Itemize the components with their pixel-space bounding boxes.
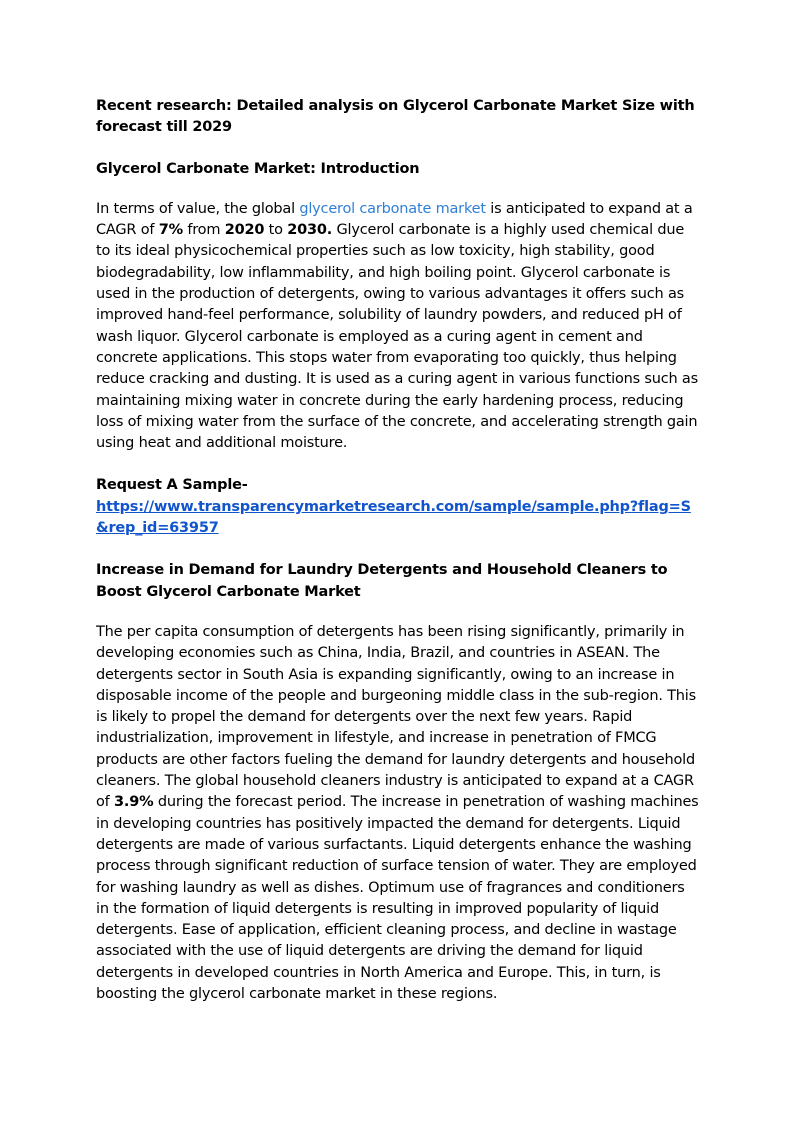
document-title: Recent research: Detailed analysis on Glycerol Carbonate Market Size with forecast till 2029 bbox=[96, 98, 695, 136]
intro-text-3: from bbox=[182, 222, 225, 239]
cagr-value: 7% bbox=[158, 222, 183, 239]
section2-text-1: The per capita consumption of detergents has been rising significantly, primarily in developing economies such as China, India, Brazil, and countries in ASEAN. The detergents sector in South Asia is expanding significantly, owing to an increase in disposable income of the people and burgeoning middle class in the sub-region. This is likely to propel the demand for detergents over the next few years. Rapid industrialization, improvement in lifestyle, and increase in penetration of FMCG products are other factors fueling the demand for laundry detergents and household cleaners. The global household cleaners industry is anticipated to expand at a CAGR of bbox=[96, 623, 696, 811]
intro-text-1: In terms of value, the global bbox=[96, 200, 300, 217]
intro-text-2: is anticipated to expand at a CAGR of bbox=[96, 200, 693, 239]
request-sample-label: Request A Sample- bbox=[96, 477, 248, 494]
intro-paragraph bbox=[96, 199, 700, 455]
intro-text-4: to bbox=[264, 222, 288, 239]
request-sample-url-line bbox=[96, 497, 700, 540]
start-year: 2020 bbox=[224, 222, 265, 239]
section2-paragraph bbox=[96, 622, 700, 1005]
glycerol-carbonate-market-link[interactable]: glycerol carbonate market bbox=[299, 200, 486, 217]
intro-text-5: Glycerol carbonate is a highly used chemical due to its ideal physicochemical properties such as low toxicity, high stability, good biodegradability, low inflammability, and high boiling point. Glycerol carbonate is used in the production of detergents, owing to various advantages it offers such as improved hand-feel performance, solubility of laundry powders, and reduced pH of wash liquor. Glycerol carbonate is employed as a curing agent in cement and concrete applications. This stops water from evaporating too quickly, thus helping reduce cracking and dusting. It is used as a curing agent in various functions such as maintaining mixing water in concrete during the early hardening process, reducing loss of mixing water from the surface of the concrete, and accelerating strength gain using heat and additional moisture. bbox=[96, 222, 698, 452]
end-year: 2030. bbox=[287, 222, 333, 239]
section2-heading: Increase in Demand for Laundry Detergents and Household Cleaners to Boost Glycerol Carbonate Market bbox=[96, 562, 668, 600]
household-cleaners-cagr: 3.9% bbox=[114, 794, 154, 811]
section2-text-2: during the forecast period. The increase in penetration of washing machines in developing countries has positively impacted the demand for detergents. Liquid detergents are made of various surfactants. Liquid detergents enhance the washing process through significant reduction of surface tension of water. They are employed for washing laundry as well as dishes. Optimum use of fragrances and conditioners in the formation of liquid detergents is resulting in improved popularity of liquid detergents. Ease of application, efficient cleaning process, and decline in wastage associated with the use of liquid detergents are driving the demand for liquid detergents in developed countries in North America and Europe. This, in turn, is boosting the glycerol carbonate market in these regions. bbox=[96, 794, 699, 1002]
request-sample-link[interactable]: https://www.transparencymarketresearch.com/sample/sample.php?flag=S&rep_id=63957 bbox=[96, 498, 691, 537]
document-page bbox=[96, 96, 700, 1005]
intro-heading: Glycerol Carbonate Market: Introduction bbox=[96, 160, 420, 177]
